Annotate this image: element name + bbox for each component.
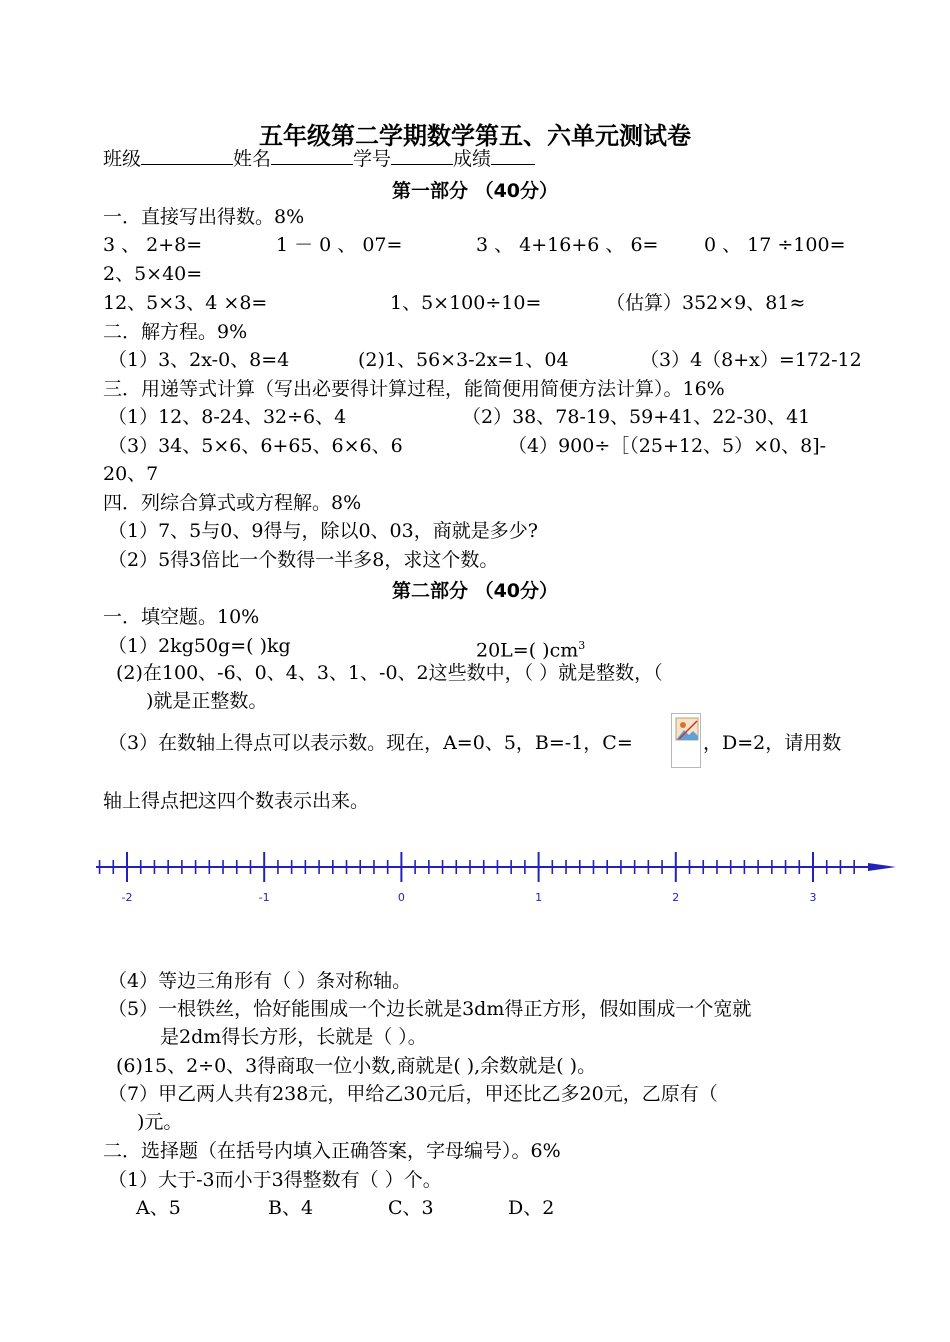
q1-item: 3 、 4+16+6 、 6= (476, 234, 659, 256)
fill-q1b (476, 634, 585, 662)
fill-q3c: 轴上得点把这四个数表示出来。 (103, 790, 370, 812)
axis-arrow (868, 863, 896, 871)
q2-item: (2)1、56×3-2x=1、04 (358, 349, 569, 371)
choice-option[interactable]: C、3 (388, 1197, 434, 1219)
choice-option[interactable]: D、2 (508, 1197, 555, 1219)
fill-q7a: （7）甲乙两人共有238元，甲给乙30元后，甲还比乙多20元，乙原有（ (108, 1083, 718, 1105)
class-label: 班级 (103, 148, 142, 170)
broken-image-icon (671, 713, 701, 768)
q3-item: （2）38、78-19、59+41、22-30、41 (462, 406, 811, 428)
choice-option[interactable]: A、5 (136, 1197, 181, 1219)
fill-q4: （4）等边三角形有（ ）条对称轴。 (108, 970, 412, 992)
fill-q7b: )元。 (137, 1111, 183, 1133)
q1-item: 1、5×100÷10= (390, 292, 542, 314)
axis-label: 2 (672, 891, 680, 904)
fill-q2b: )就是正整数。 (146, 690, 268, 712)
axis-label: 0 (397, 891, 405, 904)
number-line (90, 840, 905, 915)
fill-q1b-text: 20L=( )cm (476, 639, 579, 662)
axis-label: -1 (258, 891, 270, 904)
fill-q1a: （1）2kg50g=( )kg (108, 635, 291, 657)
fill-title: 一．填空题。10% (103, 606, 260, 628)
class-blank[interactable] (141, 146, 233, 165)
axis-label: -2 (121, 891, 133, 904)
cube-superscript: 3 (578, 639, 586, 652)
q2-item: （1）3、2x-0、8=4 (108, 349, 290, 371)
q3-item: 20、7 (103, 463, 159, 485)
number-line-labels (122, 891, 817, 904)
q2-item: （3）4（8+x）=172-12 (640, 349, 862, 371)
fill-q2a: (2)在100、-6、0、4、3、1、-0、2这些数中，（ ）就是整数，（ (116, 662, 663, 684)
score-blank[interactable] (491, 146, 535, 165)
part1-heading: 第一部分 （40分） (391, 180, 559, 202)
image-placeholder-icon (675, 717, 699, 741)
choice-title: 二．选择题（在括号内填入正确答案，字母编号）。6% (103, 1140, 561, 1162)
q1-item: （估算）352×9、81≈ (606, 292, 806, 314)
fill-q5b: 是2dm得长方形，长就是（ ）。 (160, 1026, 427, 1048)
q1-item: 1 － 0 、 07= (276, 234, 403, 256)
choice-q1: （1）大于-3而小于3得整数有（ ）个。 (108, 1169, 442, 1191)
id-label: 学号 (353, 148, 392, 170)
page-title: 五年级第二学期数学第五、六单元测试卷 (259, 122, 691, 150)
part2-heading: 第二部分 （40分） (391, 580, 559, 602)
q1-item: 2、5×40= (103, 263, 203, 285)
q3-title: 三．用递等式计算（写出必要得计算过程，能简便用简便方法计算）。16% (103, 378, 725, 400)
q1-item: 0 、 17 ÷100= (704, 234, 846, 256)
fill-q5a: （5）一根铁丝，恰好能围成一个边长就是3dm得正方形，假如围成一个宽就 (108, 998, 752, 1020)
q4-item: （2）5得3倍比一个数得一半多8，求这个数。 (108, 549, 499, 571)
q4-item: （1）7、5与0、9得与，除以0、03，商就是多少? (108, 520, 538, 542)
fill-q6: (6)15、2÷0、3得商取一位小数,商就是( ),余数就是( )。 (116, 1055, 597, 1077)
q2-title: 二．解方程。9% (103, 321, 248, 343)
q1-title: 一．直接写出得数。8% (103, 206, 305, 228)
choice-option[interactable]: B、4 (268, 1197, 314, 1219)
number-line-ticks (96, 852, 896, 882)
axis-label: 3 (809, 891, 817, 904)
q3-item: （3）34、5×6、6+65、6×6、6 (108, 435, 403, 457)
axis-label: 1 (535, 891, 543, 904)
q1-item: 3 、 2+8= (103, 234, 203, 256)
fill-q3b: ，D=2，请用数 (703, 732, 842, 754)
q3-item: （1）12、8-24、32÷6、4 (108, 406, 347, 428)
score-label: 成绩 (453, 148, 492, 170)
name-blank[interactable] (271, 146, 353, 165)
q4-title: 四．列综合算式或方程解。8% (103, 492, 362, 514)
q1-item: 12、5×3、4 ×8= (103, 292, 268, 314)
q3-item: （4）900÷［（25+12、5）×0、8]- (508, 435, 827, 457)
student-info-line (103, 146, 535, 171)
name-label: 姓名 (233, 148, 272, 170)
id-blank[interactable] (391, 146, 453, 165)
fill-q3a: （3）在数轴上得点可以表示数。现在，A=0、5，B=-1，C= (108, 732, 633, 754)
